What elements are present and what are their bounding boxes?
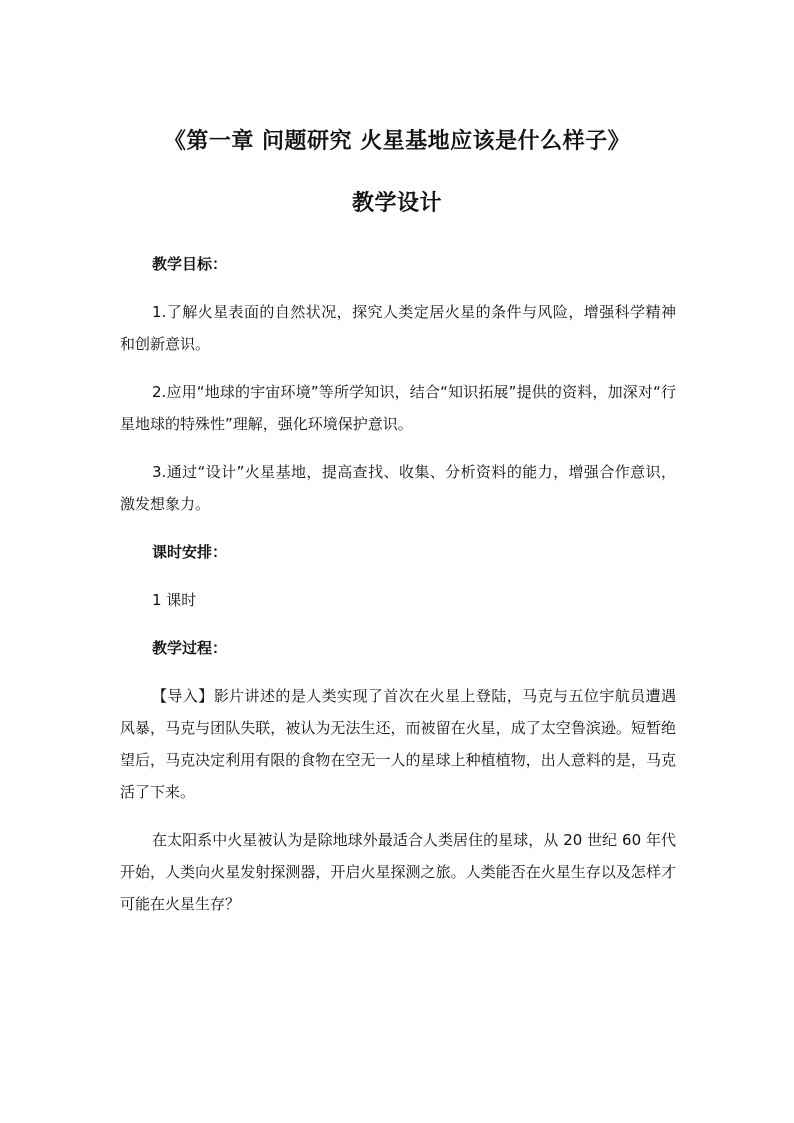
objective-item-3: 3.通过“设计”火星基地，提高查找、收集、分析资料的能力，增强合作意识，激发想象力。 [120, 463, 676, 513]
process-paragraph-2: 在太阳系中火星被认为是除地球外最适合人类居住的星球，从 20 世纪 60 年代开始，人类向火星发射探测器，开启火星探测之旅。人类能否在火星生存以及怎样才可能在火星生存？ [120, 831, 676, 913]
objectives-heading: 教学目标： [152, 255, 228, 273]
objective-item-2: 2.应用“地球的宇宙环境”等所学知识，结合“知识拓展”提供的资料，加深对“行星地球的特殊性”理解，强化环境保护意识。 [120, 383, 676, 433]
document-subtitle: 教学设计 [351, 191, 442, 216]
schedule-value: 1 课时 [152, 591, 197, 609]
process-intro-text: 影片讲述的是人类实现了首次在火星上登陆，马克与五位宇航员遭遇风暴，马克与团队失联，被认为无法生还，而被留在火星，成了太空鲁滨逊。短暂绝望后，马克决定利用有限的食物在空无一人的星球上种植植物，出人意料的是，马克活了下来。 [120, 687, 676, 801]
document-title: 《第一章 问题研究 火星基地应该是什么样子》 [163, 129, 631, 154]
document-body [120, 248, 676, 936]
process-intro-paragraph [120, 680, 676, 808]
process-intro-tag: 【导入】 [152, 687, 214, 705]
schedule-heading: 课时安排： [152, 543, 228, 561]
objective-item-1: 1.了解火星表面的自然状况，探究人类定居火星的条件与风险，增强科学精神和创新意识。 [120, 303, 676, 353]
process-heading: 教学过程： [152, 639, 228, 657]
